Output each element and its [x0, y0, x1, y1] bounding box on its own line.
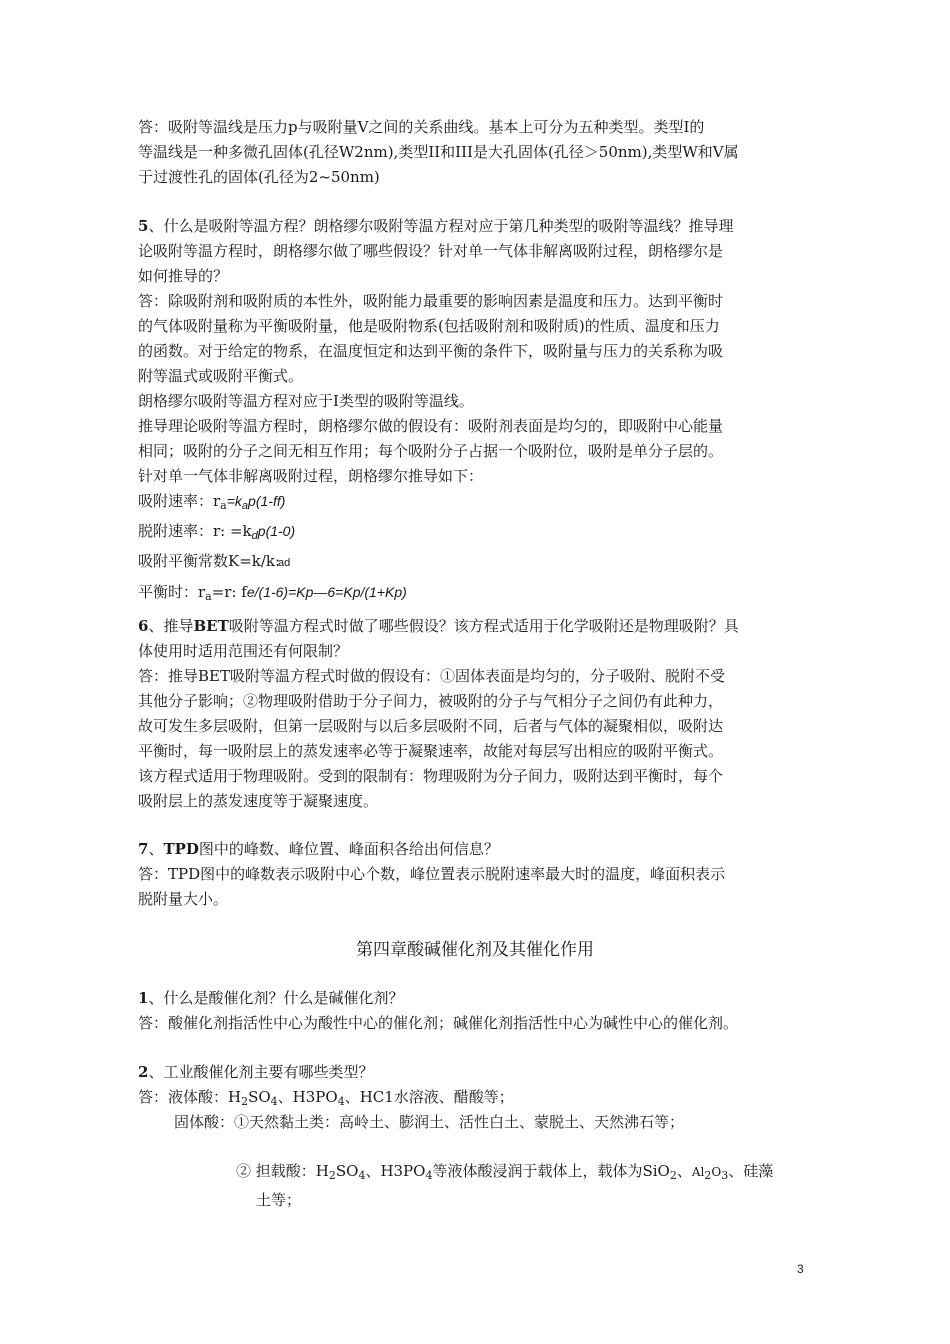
- text-line: 该方程式适用于物理吸附。受到的限制有：物理吸附为分子间力，吸附达到平衡时，每个: [138, 767, 724, 785]
- formula-subscript-ad: ad: [278, 557, 291, 569]
- question-text: 、推导: [148, 617, 194, 635]
- question-1-line: [138, 986, 814, 1011]
- text-line: 于过渡性孔的固体(孔径为2~50nm): [138, 168, 380, 186]
- formula-subscript: a: [220, 499, 227, 512]
- question-7-line: [138, 837, 814, 862]
- question-5-line: [138, 214, 814, 239]
- text-line: 朗格缪尔吸附等温方程对应于Ⅰ类型的吸附等温线。: [138, 392, 474, 410]
- subscript: 2: [669, 1169, 677, 1182]
- text-line: 体使用时适用范围还有何限制？: [138, 642, 349, 660]
- question-number: 1: [138, 989, 149, 1007]
- text-part: O: [711, 1165, 722, 1179]
- formula-subscript: d: [251, 530, 258, 542]
- chapter-question-1: [138, 986, 814, 1036]
- formula-equilibrium-constant: 吸附平衡常数K=k/k:: [138, 552, 281, 570]
- text-part: 、H3PO: [277, 1088, 338, 1106]
- formula-label: 吸附速率：r: [138, 492, 221, 510]
- question-6-line: [138, 614, 814, 639]
- answer-isotherm-types: [138, 115, 814, 190]
- text-line: 脱附量大小。: [138, 890, 229, 908]
- question-term: BET: [193, 617, 229, 635]
- question-text: 、什么是酸催化剂？什么是碱催化剂？: [148, 989, 404, 1007]
- text-part: 、硅藻: [728, 1162, 774, 1180]
- text-part: 等液体酸浸润于载体上，载体为SiO: [432, 1162, 670, 1180]
- text-line: 等温线是一种多微孔固体(孔径W2nm),类型II和III是大孔固体(孔径＞50nm),类型W和V属: [138, 143, 739, 161]
- page-number: 3: [797, 1262, 804, 1276]
- formula-part: =k: [226, 493, 242, 509]
- formula-part: p(1-0): [257, 523, 296, 539]
- question-term: TPD: [163, 840, 199, 858]
- text-line: 的函数。对于给定的物系，在温度恒定和达到平衡的条件下，吸附量与压力的关系称为吸: [138, 342, 724, 360]
- text-line: 针对单一气体非解离吸附过程，朗格缪尔推导如下：: [138, 467, 484, 485]
- formula-equilibrium: [138, 580, 814, 609]
- question-7: [138, 837, 814, 912]
- text-line: 土等；: [256, 1191, 302, 1209]
- text-line: 答：酸催化剂指活性中心为酸性中心的催化剂；碱催化剂指活性中心为碱性中心的催化剂。: [138, 1014, 739, 1032]
- text-part: SO: [248, 1088, 271, 1106]
- subscript: 2: [241, 1095, 249, 1108]
- question-text: 吸附等温方程式时做了哪些假设？该方程式适用于化学吸附还是物理吸附？具: [228, 617, 739, 635]
- question-number: 5: [138, 217, 149, 235]
- text-part: 答：液体酸：H: [138, 1088, 242, 1106]
- formula-part: p(1-ff): [248, 493, 286, 509]
- question-5: [138, 214, 814, 609]
- text-part: 、H3PO: [365, 1162, 426, 1180]
- text-line: 相同；吸附的分子之间无相互作用；每个吸附分子占据一个吸附位，吸附是单分子层的。: [138, 442, 724, 460]
- question-text: 、工业酸催化剂主要有哪些类型？: [148, 1063, 374, 1081]
- text-line: 吸附层上的蒸发速度等于凝聚速度。: [138, 792, 379, 810]
- subscript: 4: [425, 1169, 433, 1182]
- supported-acid-item: [236, 1159, 814, 1213]
- question-number: 7: [138, 840, 149, 858]
- text-line: 论吸附等温方程时，朗格缪尔做了哪些假设？针对单一气体非解离吸附过程，朗格缪尔是: [138, 242, 724, 260]
- question-number: 6: [138, 617, 149, 635]
- text-line: 推导理论吸附等温方程时，朗格缪尔做的假设有：吸附剂表面是均匀的，即吸附中心能量: [138, 417, 724, 435]
- text-line: 附等温式或吸附平衡式。: [138, 367, 304, 385]
- supported-acid-line: [236, 1159, 814, 1188]
- text-part: 、: [676, 1162, 692, 1180]
- formula-part: e/(1-6)=Kp—6=Kp/(1+Kp): [246, 584, 407, 600]
- formula-part: =r: f: [211, 583, 247, 601]
- question-text: 、: [148, 840, 164, 858]
- question-6: [138, 614, 814, 814]
- formula-label: 脱附速率：r: =k: [138, 522, 252, 540]
- chapter-question-2: [138, 1060, 814, 1114]
- text-line: 如何推导的？: [138, 267, 229, 285]
- subscript: 4: [270, 1095, 278, 1108]
- question-2-line: [138, 1060, 814, 1085]
- text-line: 故可发生多层吸附，但第一层吸附与以后多层吸附不同，后者与气体的凝聚相似，吸附达: [138, 717, 724, 735]
- solid-acid-line: 固体酸：①天然黏土类：高岭土、膨润土、活性白土、蒙脱土、天然沸石等；: [174, 1113, 685, 1131]
- subscript: 2: [704, 1169, 712, 1182]
- subscript: 4: [358, 1169, 366, 1182]
- text-part: ② 担载酸：H: [236, 1162, 329, 1180]
- question-text: 、什么是吸附等温方程？朗格缪尔吸附等温方程对应于第几种类型的吸附等温线？推导理: [148, 217, 734, 235]
- text-line: 的气体吸附量称为平衡吸附量，他是吸附物系(包括吸附剂和吸附质)的性质、温度和压力: [138, 317, 720, 335]
- formula-subscript: a: [241, 500, 249, 512]
- question-number: 2: [138, 1063, 149, 1081]
- text-part: Al: [691, 1165, 705, 1179]
- chapter-title: 第四章酸碱催化剂及其催化作用: [356, 940, 594, 960]
- subscript: 2: [328, 1169, 336, 1182]
- question-text: 图中的峰数、峰位置、峰面积各给出何信息？: [198, 840, 499, 858]
- text-part: 、HC1水溶液、醋酸等；: [344, 1088, 514, 1106]
- formula-adsorption-rate: [138, 489, 814, 519]
- text-line: 平衡时，每一吸附层上的蒸发速率必等于凝聚速率，故能对每层写出相应的吸附平衡式。: [138, 742, 724, 760]
- text-line: 答：除吸附剂和吸附质的本性外，吸附能力最重要的影响因素是温度和压力。达到平衡时: [138, 292, 724, 310]
- subscript: 4: [337, 1095, 345, 1108]
- text-line: 答：吸附等温线是压力p与吸附量V之间的关系曲线。基本上可分为五种类型。类型Ⅰ的: [138, 118, 705, 136]
- subscript: 3: [721, 1169, 729, 1182]
- formula-subscript: a: [205, 590, 212, 603]
- text-line: 其他分子影响；②物理吸附借助于分子间力，被吸附的分子与气相分子之间仍有此种力，: [138, 692, 724, 710]
- text-part: SO: [335, 1162, 359, 1180]
- formula-desorption-rate: [138, 519, 814, 549]
- formula-label: 平衡时：r: [138, 583, 206, 601]
- text-line: 答：TPD图中的峰数表示吸附中心个数，峰位置表示脱附速率最大时的温度，峰面积表示: [138, 865, 726, 883]
- text-line: 答：推导BET吸附等温方程式时做的假设有：①固体表面是均匀的，分子吸附、脱附不受: [138, 667, 725, 685]
